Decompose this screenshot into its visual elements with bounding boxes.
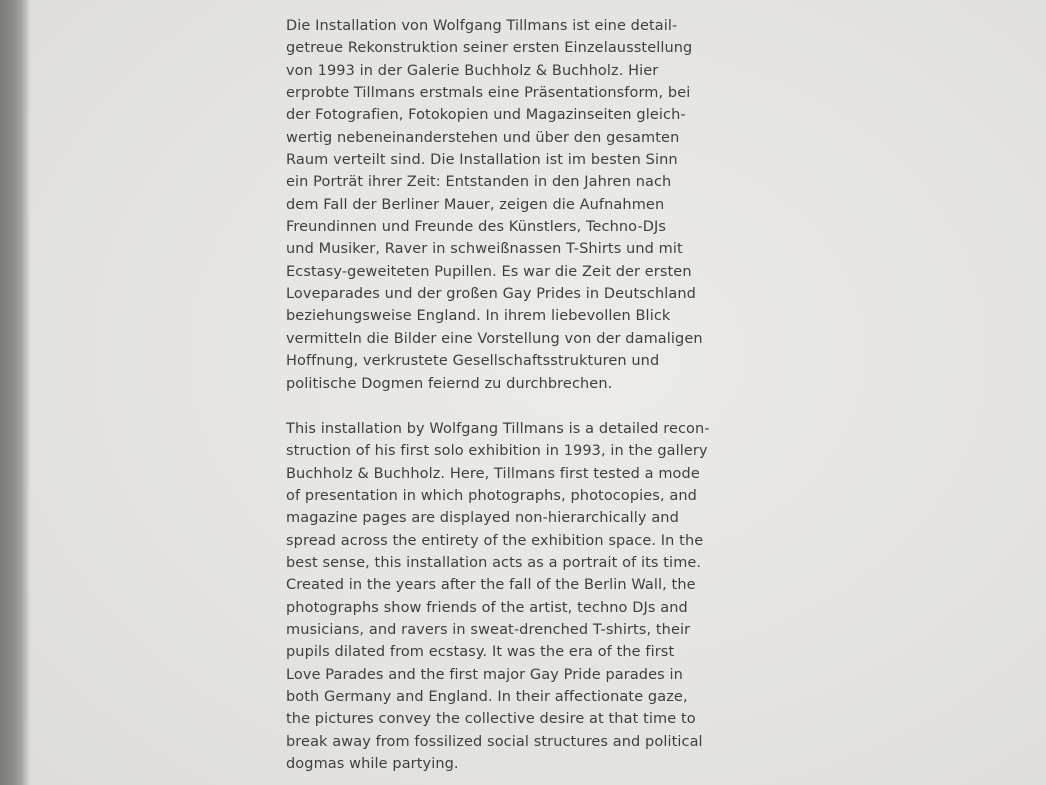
german-text-line: wertig nebeneinanderstehen und über den gesamten [286,129,680,146]
german-text-line: Die Installation von Wolfgang Tillmans ist eine detail- [286,18,678,34]
german-text-line: Raum verteilt sind. Die Installation ist im besten Sinn [286,152,678,169]
german-text-line: und Musiker, Raver in schweißnassen T-Shirts und mit [286,241,683,258]
german-text-line: getreue Rekonstruktion seiner ersten Einzelausstellung [286,40,693,57]
english-text-line: struction of his first solo exhibition in 1993, in the gallery [286,443,708,460]
english-text-line: This installation by Wolfgang Tillmans is a detailed recon- [286,421,710,437]
german-text-line: Loveparades und der großen Gay Prides in Deutschland [286,286,696,303]
english-text-line: both Germany and England. In their affectionate gaze, [286,689,688,706]
german-text-line: von 1993 in der Galerie Buchholz & Buchholz. Hier [286,62,659,79]
german-text-line: vermitteln die Bilder eine Vorstellung von der damaligen [286,330,703,347]
english-text-line: musicians, and ravers in sweat-drenched T-shirts, their [286,622,691,639]
english-text-line: Love Parades and the first major Gay Pride parades in [286,666,683,683]
english-text-line: photographs show friends of the artist, techno DJs and [286,599,688,616]
english-text-line: the pictures convey the collective desire at that time to [286,711,696,728]
english-text-line: pupils dilated from ecstasy. It was the era of the first [286,644,675,661]
english-text-line: spread across the entirety of the exhibition space. In the [286,532,704,549]
english-text-line: of presentation in which photographs, photocopies, and [286,488,697,505]
english-text-line: break away from fossilized social structures and political [286,733,703,750]
english-text-line: Created in the years after the fall of the Berlin Wall, the [286,577,696,594]
german-text-line: erprobte Tillmans erstmals eine Präsentationsform, bei [286,85,691,102]
english-text-line: dogmas while partying. [286,756,459,773]
german-text-line: Ecstasy-geweiteten Pupillen. Es war die Zeit der ersten [286,263,692,280]
german-text-line: Freundinnen und Freunde des Künstlers, Techno-DJs [286,219,667,236]
german-text-line: Hoffnung, verkrustete Gesellschaftsstrukturen und [286,353,660,370]
english-paragraph [286,418,746,776]
english-text-line: best sense, this installation acts as a portrait of its time. [286,555,702,572]
german-paragraph [286,15,746,395]
german-text-line: politische Dogmen feiernd zu durchbrechen. [286,375,613,392]
english-text-line: Buchholz & Buchholz. Here, Tillmans first tested a mode [286,465,700,482]
english-text-line: magazine pages are displayed non-hierarchically and [286,510,679,527]
german-text-line: ein Porträt ihrer Zeit: Entstanden in den Jahren nach [286,174,672,191]
german-text-line: der Fotografien, Fotokopien und Magazinseiten gleich- [286,107,686,124]
german-text-line: beziehungsweise England. In ihrem liebevollen Blick [286,308,671,325]
wall-edge-shadow [0,0,30,785]
german-text-line: dem Fall der Berliner Mauer, zeigen die Aufnahmen [286,196,665,213]
